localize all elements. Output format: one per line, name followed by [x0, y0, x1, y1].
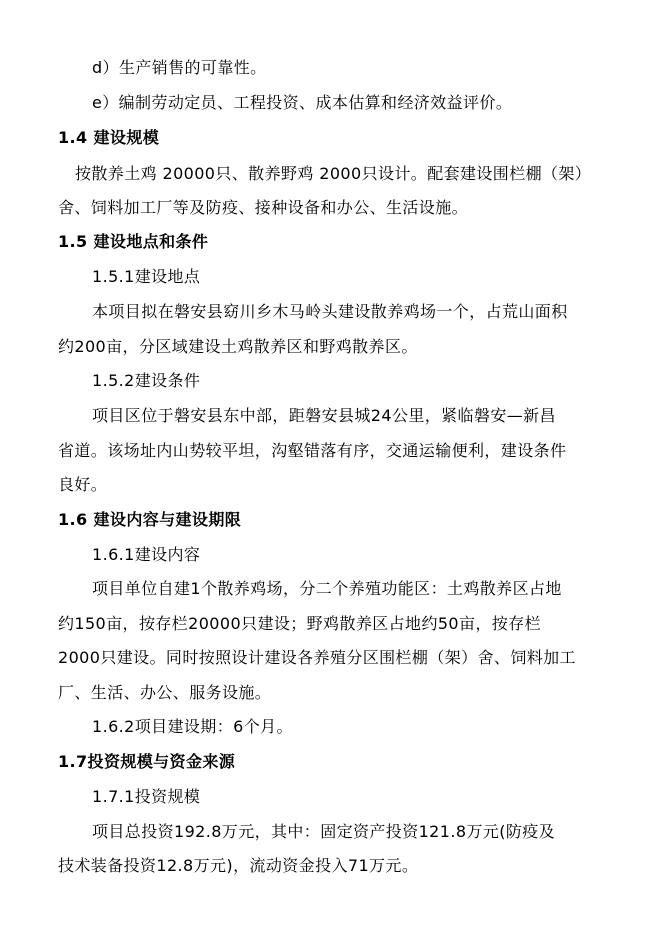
list-item-d: d）生产销售的可靠性。 — [92, 58, 267, 77]
subsection-heading-1-6-2: 1.6.2项目建设期：6个月。 — [92, 717, 293, 736]
section-heading-1-5: 1.5 建设地点和条件 — [58, 232, 209, 251]
paragraph-line: 技术装备投资12.8万元)，流动资金投入71万元。 — [58, 856, 419, 875]
paragraph-line: 项目区位于磐安县东中部，距磐安县城24公里，紧临磐安—新昌 — [92, 406, 556, 425]
paragraph-line: 按散养土鸡 20000只、散养野鸡 2000只设计。配套建设围栏棚（架） — [75, 164, 592, 183]
paragraph-line: 本项目拟在磐安县窈川乡木马岭头建设散养鸡场一个，占荒山面积 — [92, 302, 568, 321]
paragraph-line: 良好。 — [58, 475, 108, 494]
paragraph-line: 厂、生活、办公、服务设施。 — [58, 683, 272, 702]
paragraph-line: 项目单位自建1个散养鸡场，分二个养殖功能区：土鸡散养区占地 — [92, 579, 562, 598]
paragraph-line: 舍、饲料加工厂等及防疫、接种设备和办公、生活设施。 — [58, 198, 469, 217]
paragraph-line: 项目总投资192.8万元，其中：固定资产投资121.8万元(防疫及 — [92, 822, 556, 841]
list-item-e: e）编制劳动定员、工程投资、成本估算和经济效益评价。 — [92, 93, 513, 112]
paragraph-line: 2000只建设。同时按照设计建设各养殖分区围栏棚（架）舍、饲料加工 — [58, 648, 576, 667]
paragraph-line: 约200亩，分区域建设土鸡散养区和野鸡散养区。 — [58, 337, 418, 356]
section-heading-1-7: 1.7投资规模与资金来源 — [58, 752, 236, 771]
paragraph-line: 约150亩，按存栏20000只建设；野鸡散养区占地约50亩，按存栏 — [58, 614, 541, 633]
subsection-heading-1-7-1: 1.7.1投资规模 — [92, 787, 201, 806]
subsection-heading-1-5-1: 1.5.1建设地点 — [92, 267, 201, 286]
subsection-heading-1-5-2: 1.5.2建设条件 — [92, 371, 201, 390]
section-heading-1-6: 1.6 建设内容与建设期限 — [58, 510, 242, 529]
paragraph-line: 省道。该场址内山势较平坦，沟壑错落有序，交通运输便利，建设条件 — [58, 441, 567, 460]
section-heading-1-4: 1.4 建设规模 — [58, 128, 160, 147]
subsection-heading-1-6-1: 1.6.1建设内容 — [92, 545, 201, 564]
